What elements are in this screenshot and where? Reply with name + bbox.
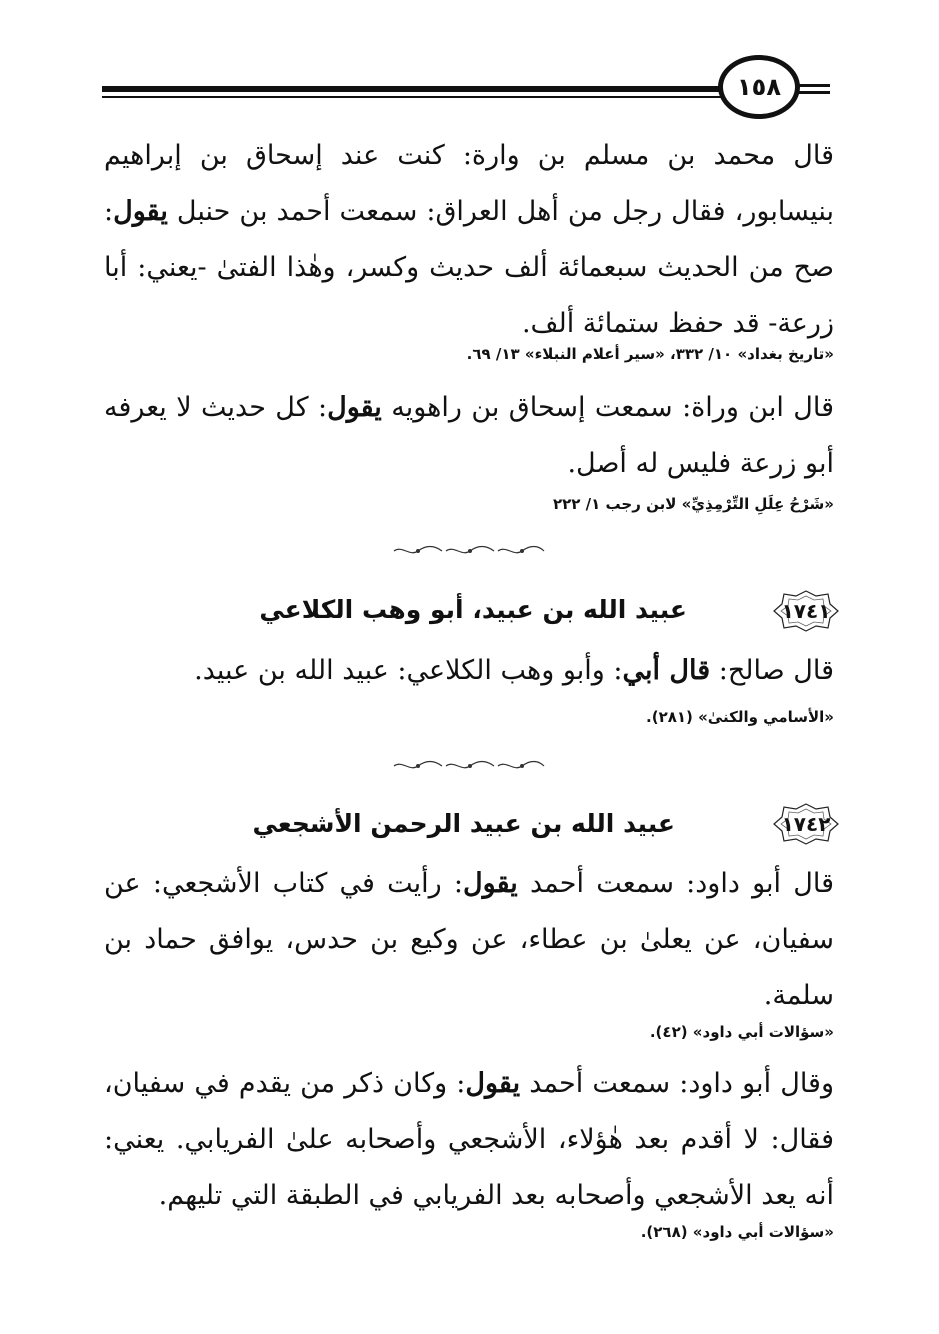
header-rule-thin [102,96,732,98]
entry-number: ١٧٤١ [781,599,831,623]
entry-title: عبيد الله بن عبيد الرحمن الأشجعي [252,809,675,838]
paragraph-text: : رأيت في كتاب الأشجعي: عن سفيان، عن يعلىٰ بن عطاء، عن وكيع بن حدس، يوافق حماد بن سلمة. [104,868,834,1011]
paragraph [104,856,834,1024]
paragraph-text: قال أبو داود: سمعت أحمد [517,868,835,899]
entry-number: ١٧٤٢ [781,812,831,836]
ornament-divider [390,758,548,774]
source-citation: «شَرْحُ عِلَلِ التِّرْمِذِيِّ» لابن رجب ١/ ٢٢٢ [552,495,834,513]
header-right-rule [796,84,830,87]
source-citation: «سؤالات أبي داود» (٤٢). [649,1023,834,1041]
keyword: يقول [327,392,382,423]
paragraph [104,643,834,699]
paragraph-text: : وأبو وهب الكلاعي: عبيد الله بن عبيد. [194,655,623,686]
keyword: قال أبي [622,655,711,686]
paragraph-text: : صح من الحديث سبعمائة ألف حديث وكسر، وهٰذا الفتىٰ -يعني: أبا زرعة- قد حفظ ستمائة ألف. [104,196,834,339]
header-rule-thick [102,86,732,92]
paragraph [104,128,834,352]
header-right-rule [796,91,830,94]
paragraph-text: وقال أبو داود: سمعت أحمد [520,1068,834,1099]
paragraph-text: : وكان ذكر من يقدم في سفيان، فقال: لا أقدم بعد هٰؤلاء، الأشجعي وأصحابه علىٰ الفريابي. يعني: أنه يعد الأشجعي وأصحابه بعد الفريابي في الطبقة التي تليهم. [104,1068,834,1211]
paragraph-text: قال ابن وراة: سمعت إسحاق بن راهويه [381,392,834,423]
entry-title: عبيد الله بن عبيد، أبو وهب الكلاعي [259,595,687,624]
keyword: يقول [465,1068,521,1099]
keyword: يقول [463,868,518,899]
entry-number-badge [772,588,840,634]
page-number: ١٥٨ [718,55,800,119]
paragraph-text: : كل حديث لا يعرفه أبو زرعة فليس له أصل. [104,392,834,479]
paragraph-text: قال محمد بن مسلم بن وارة: كنت عند إسحاق بن إبراهيم بنيسابور، فقال رجل من أهل العراق: سمعت أحمد بن حنبل [104,140,834,227]
source-citation: «سؤالات أبي داود» (٢٦٨). [640,1223,834,1241]
keyword: يقول [113,196,168,227]
entry-number-badge [772,801,840,847]
source-citation: «الأسامي والكنىٰ» (٢٨١). [646,708,834,726]
paragraph [104,1056,834,1224]
ornament-divider [390,543,548,559]
paragraph [104,380,834,492]
paragraph-text: قال صالح: [710,655,834,686]
source-citation: «تاريخ بغداد» ١٠/ ٣٣٢، «سير أعلام النبلاء» ١٣/ ٦٩. [466,345,834,363]
